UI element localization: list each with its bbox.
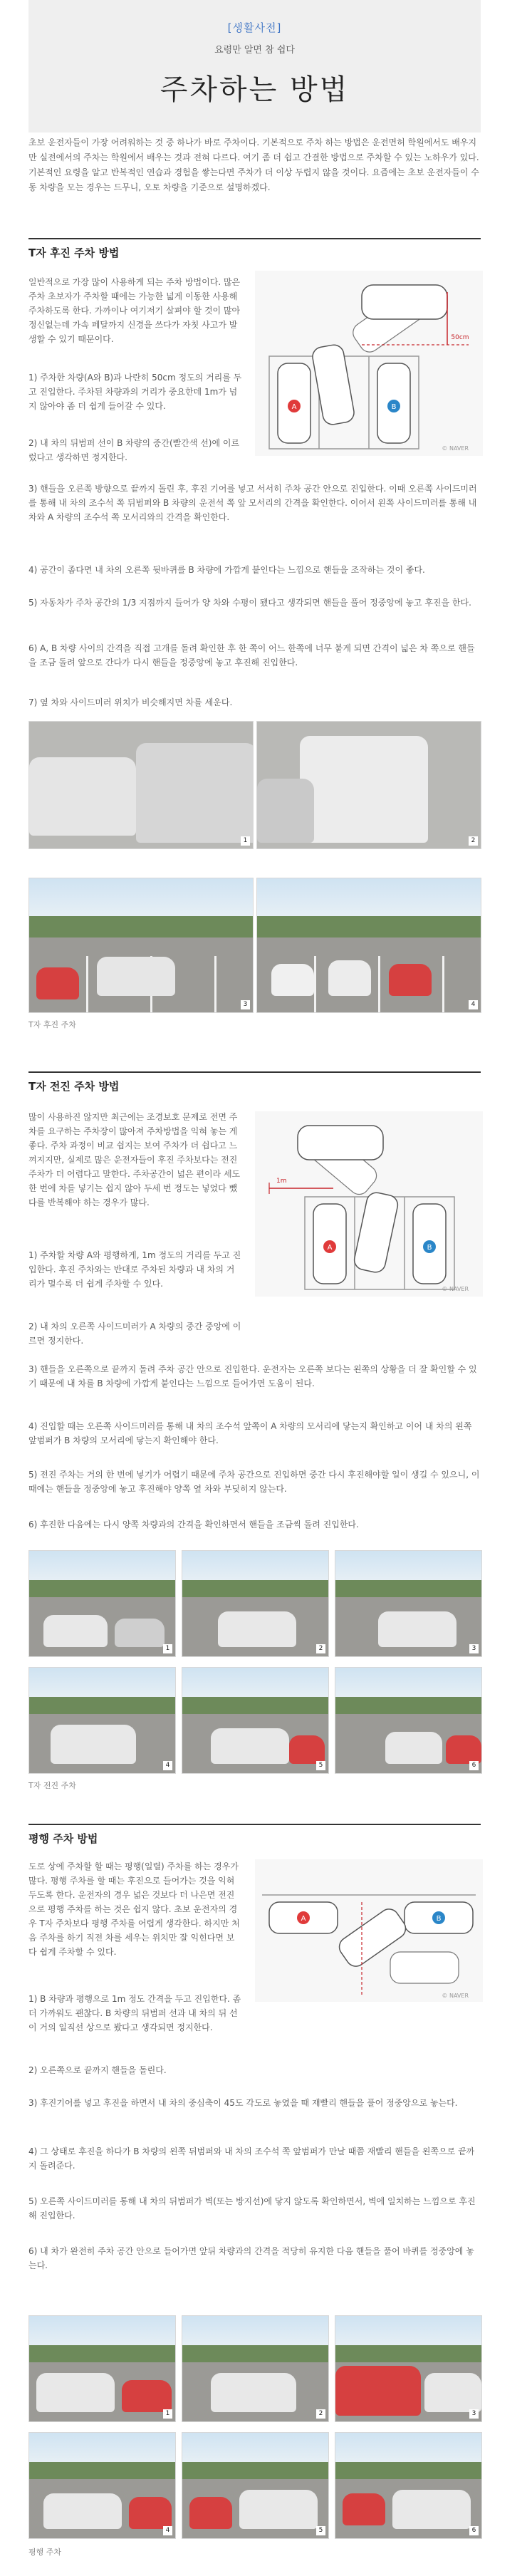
photo-number: 3 [469, 2409, 479, 2419]
photo-t-forward-4 [28, 1667, 176, 1774]
caption-t-forward: T자 전진 주차 [28, 1781, 76, 1790]
category-kicker: [생활사전] [227, 21, 282, 34]
s3-para-4: 4) 그 상태로 후진을 하다가 B 차량의 왼쪽 뒤범퍼와 내 차의 조수석 쪽 앞범퍼가 만날 때쯤 재빨리 핸들을 왼쪽으로 끝까지 돌려준다. [28, 2146, 475, 2171]
s3-para-5: 5) 오른쪽 사이드미러를 통해 내 차의 뒤범퍼가 벽(또는 방지선)에 닿지 않도록 확인하면서, 벽에 일치하는 느낌으로 후진해 진입한다. [28, 2196, 476, 2221]
photo-number: 3 [469, 1644, 479, 1653]
photo-parallel-4 [28, 2432, 176, 2539]
s1-para-6: 6) A, B 차량 사이의 간격을 직접 고개를 돌려 확인한 후 한 쪽이 어느 한쪽에 너무 붙게 되면 간격이 넓은 차 쪽으로 핸들을 조금 돌려 앞으로 간다가 다시 핸들을 정중앙에 놓고 후진해 진입한다. [28, 643, 475, 668]
photo-parallel-2 [182, 2315, 329, 2422]
s2-para-1: 1) 주차할 차량 A와 평행하게, 1m 정도의 거리를 두고 진입한다. 후진 주차와는 반대로 주차된 차량과 내 차의 거리가 멀수록 더 쉽게 주차할 수 있다. [28, 1250, 241, 1289]
caption-t-reverse: T자 후진 주차 [28, 1020, 76, 1029]
photo-number: 6 [469, 1761, 479, 1770]
photo-t-forward-3 [335, 1550, 482, 1657]
diagram-watermark: © NAVER [442, 445, 469, 452]
s3-para-2: 2) 오른쪽으로 끝까지 핸들을 돌린다. [28, 2065, 167, 2075]
diagram-watermark-2: © NAVER [442, 1286, 469, 1292]
photo-number: 2 [316, 2409, 325, 2419]
photo-number: 4 [469, 1000, 478, 1009]
photo-t-reverse-1 [28, 721, 254, 849]
section-title-t-forward: T자 전진 주차 방법 [28, 1071, 481, 1094]
s2-para-0: 많이 사용하진 않지만 최근에는 조경보호 문제로 전면 주차를 요구하는 주차장이 많아져 주차방법을 익혀 놓는 게 좋다. 주차 과정이 비교 쉽지는 보여 주차가 더 쉽다고 느껴지지만, 실제로 많은 운전자들이 후진 주차보다는 전진 주차가 더 어렵다고 말한다. 주차공간이 넓은 편이라 세도 한 번에 차를 넣기는 쉽지 않아 두세 번 정도는 넣었다 뺐다를 반복해야 하는 경우가 많다. [28, 1112, 241, 1208]
s2-para-4: 4) 진입할 때는 오른쪽 사이드미러를 통해 내 차의 조수석 앞쪽이 A 차량의 모서리에 닿는지 확인하고 이어 내 차의 왼쪽 앞범퍼가 B 차량의 모서리에 닿는지 확인해야 한다. [28, 1421, 472, 1445]
photo-number: 1 [163, 1644, 172, 1653]
photo-parallel-6 [335, 2432, 482, 2539]
s2-para-2: 2) 내 차의 오른쪽 사이드미러가 A 차량의 중간 중앙에 이르면 정지한다. [28, 1321, 241, 1346]
car-b-label: B [391, 403, 397, 411]
photo-parallel-3 [335, 2315, 482, 2422]
photo-number: 4 [163, 2526, 172, 2535]
parallel-diagram [255, 1859, 483, 2002]
photo-parallel-1 [28, 2315, 176, 2422]
diagram-watermark-3: © NAVER [442, 1993, 469, 1999]
s1-para-3: 3) 핸들을 오른쪽 방향으로 끝까지 돌린 후, 후진 기어를 넣고 서서히 주차 공간 안으로 진입한다. 이때 오른쪽 사이드미러를 통해 내 차의 조수석 쪽 뒤범퍼와 B 차량의 운전석 쪽 앞 모서리의 간격을 확인한다. 이어서 왼쪽 사이드미러를 통해 내 차와 A 차량의 조수석 쪽 모서리와의 간격을 확인한다. [28, 484, 477, 522]
car-a-label-3: A [301, 1915, 306, 1923]
car-a-label-2: A [327, 1244, 333, 1252]
s3-para-3: 3) 후진기어를 넣고 후진을 하면서 내 차의 중심축이 45도 각도로 놓였을 때 재빨리 핸들을 풀어 정중앙으로 놓는다. [28, 2098, 458, 2108]
s1-para-0: 일반적으로 가장 많이 사용하게 되는 주차 방법이다. 많은 주차 초보자가 주차할 때에는 가능한 넓게 이동한 사용해 주차하도록 한다. 가까이나 여기저기 살펴야 할 것이 많아 정신없는데 가속 페달까지 신경을 쓰다가 자칫 사고가 발생할 수 있기 때문이다. [28, 277, 241, 344]
t-reverse-diagram [255, 271, 483, 456]
car-b-label-2: B [427, 1244, 432, 1252]
article-title: 주차하는 방법 [160, 73, 350, 106]
photo-number: 1 [241, 836, 250, 846]
photo-number: 2 [469, 836, 478, 846]
s1-para-4: 4) 공간이 좁다면 내 차의 오른쪽 뒷바퀴를 B 차량에 가깝게 붙인다는 느낌으로 핸들을 조작하는 것이 좋다. [28, 565, 425, 575]
distance-label-50cm: 50cm [451, 334, 469, 341]
distance-label-1m: 1m [276, 1178, 287, 1185]
photo-t-forward-1 [28, 1550, 176, 1657]
s2-para-6: 6) 후진한 다음에는 다시 양쪽 차량과의 간격을 확인하면서 핸들을 조금씩 돌려 진입한다. [28, 1520, 359, 1530]
s1-para-7: 7) 옆 차와 사이드미러 위치가 비슷해지면 차를 세운다. [28, 697, 233, 707]
photo-t-reverse-4 [256, 878, 481, 1013]
photo-number: 1 [163, 2409, 172, 2419]
photo-t-forward-2 [182, 1550, 329, 1657]
car-a-label: A [291, 403, 297, 411]
s1-para-1: 1) 주차한 차량(A와 B)과 나란히 50cm 정도의 거리를 두고 진입한다. 주차된 차량과의 거리가 중요한데 1m가 넘지 않아야 좀 더 쉽게 들어갈 수 있다. [28, 373, 242, 411]
photo-parallel-5 [182, 2432, 329, 2539]
photo-t-forward-6 [335, 1667, 482, 1774]
photo-number: 3 [241, 1000, 250, 1009]
photo-number: 2 [316, 1644, 325, 1653]
photo-number: 5 [316, 2526, 325, 2535]
t-forward-diagram [255, 1111, 483, 1297]
s2-para-3: 3) 핸들을 오른쪽으로 끝까지 돌려 주차 공간 안으로 진입한다. 운전자는 오른쪽 보다는 왼쪽의 상황을 더 잘 확인할 수 있기 때문에 내 차를 B 차량에 가깝게 붙인다는 느낌으로 들어가면 도움이 된다. [28, 1364, 477, 1388]
intro-paragraph: 초보 운전자들이 가장 어려워하는 것 중 하나가 바로 주차이다. 기본적으로 주차 하는 방법은 운전면허 학원에서도 배우지만 실전에서의 주차는 학원에서 배우는 것과 전혀 다르다. 여기 좀 더 쉽고 간결한 방법으로 주차할 수 있는 노하우가 있다. 기본적인 요령을 알고 반복적인 연습과 경험을 쌓는다면 주차가 더 이상 두렵지 않을 것이다. 요즘에는 초보 운전자들이 수동 차량을 모는 경우는 드무니, 오토 차량을 기준으로 설명하겠다. [28, 137, 479, 192]
photo-t-reverse-3 [28, 878, 254, 1013]
photo-number: 5 [316, 1761, 325, 1770]
caption-parallel: 평행 주차 [28, 2548, 62, 2557]
article-header [28, 0, 481, 133]
s2-para-5: 5) 전진 주차는 거의 한 번에 넣기가 어렵기 때문에 주차 공간으로 진입하면 중간 다시 후진해야할 일이 생길 수 있으니, 이때에는 핸들을 정중앙에 놓고 후진해야 양쪽 옆 차와 부딪히지 않는다. [28, 1470, 480, 1494]
s1-para-5: 5) 자동차가 주차 공간의 1/3 지점까지 들어가 양 차와 수평이 됐다고 생각되면 핸들을 풀어 정중앙에 놓고 후진을 한다. [28, 598, 471, 608]
photo-number: 6 [469, 2526, 479, 2535]
photo-number: 4 [163, 1761, 172, 1770]
section-title-parallel: 평행 주차 방법 [28, 1824, 481, 1846]
car-b-label-3: B [436, 1915, 442, 1923]
s3-para-1: 1) B 차량과 평행으로 1m 정도 간격을 두고 진입한다. 좀 더 가까워도 괜찮다. B 차량의 뒤범퍼 선과 내 차의 뒤 선이 거의 일직선 상으로 봤다고 생각되면 정지한다. [28, 1994, 241, 2032]
s3-para-6: 6) 내 차가 완전히 주차 공간 안으로 들어가면 앞뒤 차량과의 간격을 적당히 유지한 다음 핸들을 풀어 바퀴를 정중앙에 놓는다. [28, 2246, 474, 2270]
s1-para-2: 2) 내 차의 뒤범퍼 선이 B 차량의 중간(빨간색 선)에 이르렀다고 생각하면 정지한다. [28, 438, 240, 462]
photo-t-forward-5 [182, 1667, 329, 1774]
photo-t-reverse-2 [256, 721, 481, 849]
article-tagline: 요령만 알면 참 쉽다 [214, 45, 295, 56]
section-title-t-reverse: T자 후진 주차 방법 [28, 238, 481, 260]
s3-para-0: 도로 상에 주차할 할 때는 평행(일렬) 주차를 하는 경우가 많다. 평행 주차를 할 때는 후진으로 들어가는 것을 익혀두도록 한다. 운전자의 경우 넓은 것보다 더 나은면 전진으로 평행 주차를 하는 것은 쉽지 않다. 초보 운전자의 경우 T자 주차보다 평행 주차를 어렵게 생각한다. 하지만 처음 주차를 하기 직전 차를 세우는 위치만 잘 익힌다면 보다 쉽게 주차할 수 있다. [28, 1861, 240, 1957]
